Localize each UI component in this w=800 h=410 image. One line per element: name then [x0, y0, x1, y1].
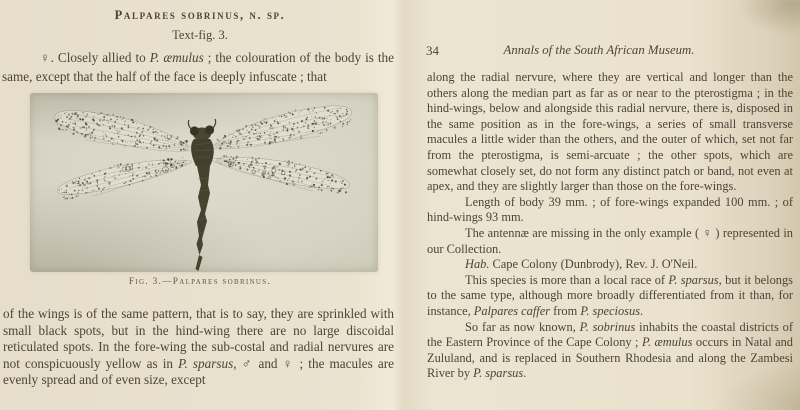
text-segment: Cape Colony (Dunbrody), Rev. J. O'Neil.: [489, 257, 698, 272]
paragraph-species-comparison: [427, 273, 793, 320]
figure-caption: Fig. 3.—Palpares sobrinus.: [128, 277, 272, 287]
paragraph-measurements: [427, 195, 793, 226]
italic-text-segment: P. æmulus: [641, 335, 693, 350]
italic-text-segment: P. sparsus: [473, 366, 524, 381]
text-segment: Length of body 39 mm. ; of fore-wings expanded 100 mm. ; of hind-wings 93 mm.: [427, 194, 793, 225]
forewing-right: [207, 99, 355, 158]
text-segment: The antennæ are missing in the only example ( ♀ ) represented in our Collection.: [427, 225, 793, 256]
text-segment: .: [523, 366, 527, 381]
paragraph-description-bottom: [3, 306, 394, 389]
text-segment: occurs in Natal and Zululand, and is replaced in Southern Rhodesia and along the Zambesi River by: [427, 335, 793, 381]
paragraph-description-top: [2, 49, 394, 86]
hindwing-right: [210, 143, 352, 198]
text-column: [427, 70, 793, 382]
italic-text-segment: Hab.: [465, 257, 490, 272]
paragraph-wing-spots: [427, 70, 793, 195]
italic-text-segment: P. speciosus: [580, 303, 641, 318]
text-segment: from: [550, 303, 581, 318]
italic-text-segment: P. sparsus: [178, 355, 234, 371]
italic-text-segment: P. æmulus: [149, 50, 204, 65]
text-segment: .: [640, 303, 644, 318]
italic-text-segment: P. sparsus: [668, 272, 719, 287]
text-segment: So far as now known,: [465, 319, 580, 334]
page-right: [400, 0, 800, 410]
text-segment: ♀. Closely allied to: [40, 50, 150, 65]
text-segment: , ♂ and ♀ ; the macules are evenly spread and of even size, except: [3, 355, 394, 388]
page-number: 34: [426, 43, 439, 58]
paragraph-antennae: [427, 226, 793, 257]
paragraph-habitat: [427, 257, 793, 273]
insect-body: [188, 119, 215, 271]
text-segment: of the wings is of the same pattern, that is to say, they are sprinkled with small black spots, but in the hind-wing there are no large discoidal reticulated spots. In the fore-wing the sub-costal and radial nervures are not conspicuously yellow as in: [3, 306, 394, 371]
figure-plate: [30, 93, 378, 272]
text-segment: This species is more than a local race of: [465, 272, 669, 287]
forewing-left: [52, 104, 197, 160]
text-segment: ; the colouration of the body is the same, except that the half of the face is deeply infuscate ; that: [2, 50, 394, 84]
paragraph-distribution: [427, 320, 793, 382]
textfig-label: Text-fig. 3.: [172, 28, 228, 42]
hindwing-left: [55, 145, 194, 204]
italic-text-segment: P. sobrinus: [579, 319, 636, 334]
text-segment: inhabits the coastal districts of the Eastern Province of the Cape Colony ;: [427, 319, 793, 350]
species-title: Palpares sobrinus, n. sp.: [114, 8, 286, 22]
text-segment: , but it belongs to the same type, although more broadly differentiated from it than, for instance,: [427, 272, 793, 318]
italic-text-segment: Palpares caffer: [473, 303, 551, 318]
antlion-illustration: [30, 93, 378, 272]
journal-title: Annals of the South African Museum.: [503, 43, 695, 57]
running-header: [426, 43, 772, 61]
text-segment: along the radial nervure, where they are vertical and longer than the others along the median part as far as or near to the pterostigma ; in the hind-wings, below and alongside this radial nervure, there is, disposed in the same position as in the fore-wings, a series of small transverse macules a little wider than the others, and the outer of which, set not far from the pterostigma, is semi-arcuate ; the other spots, which are somewhat closely set, do not form any distinct patch or band, not even at apex, and they are slightly larger than those on the fore-wings.: [427, 70, 793, 194]
